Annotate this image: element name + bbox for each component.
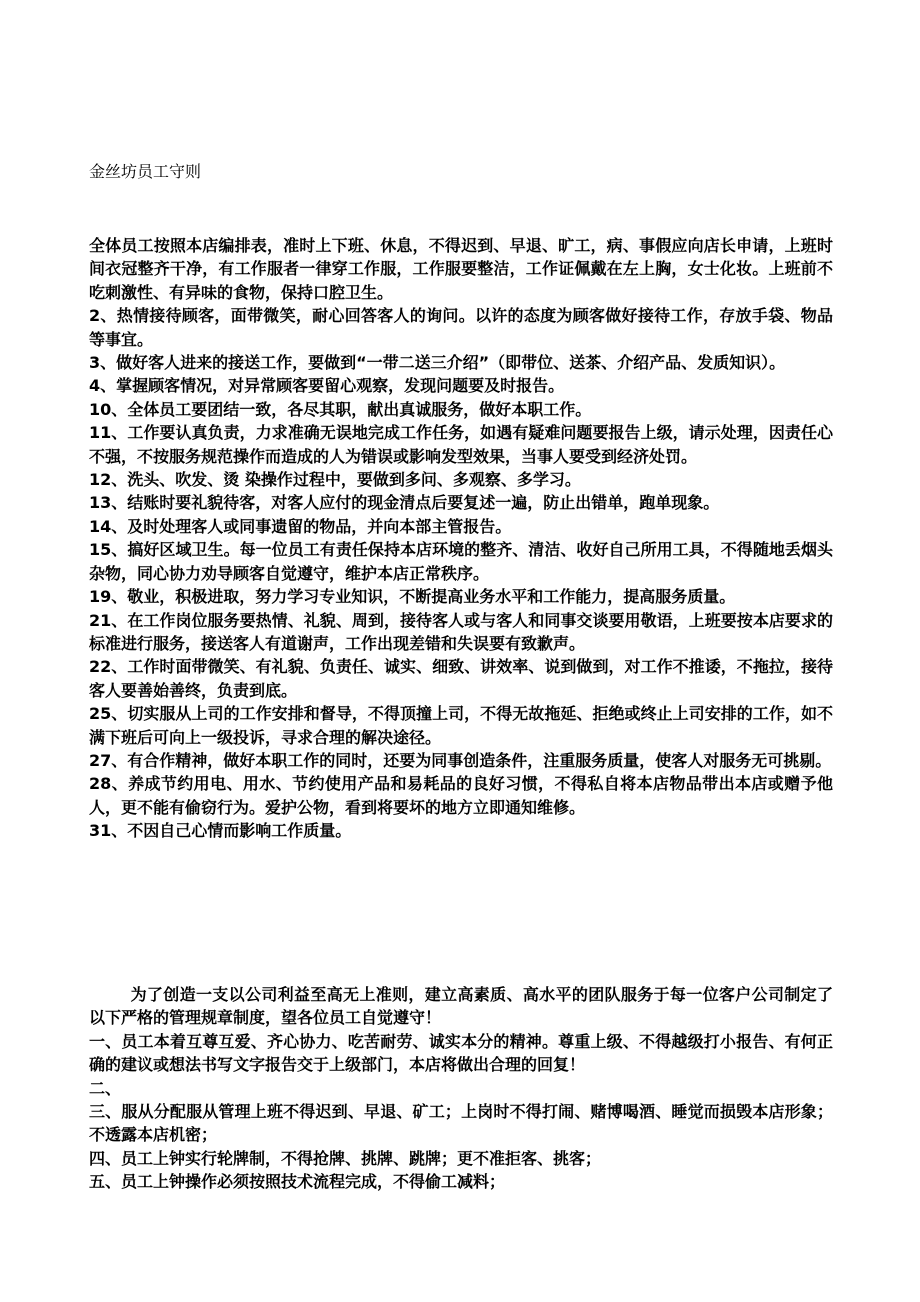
rule-text: 、全体员工要团结一致，各尽其职，献出真诚服务，做好本职工作。 [111,399,592,419]
rule-item [89,304,833,351]
rule-text: 、结账时要礼貌待客，对客人应付的现金清点后要复述一遍，防止出错单，跑单现象。 [111,493,720,513]
rule-text: 、工作要认真负责，力求准确无误地完成工作任务，如遇有疑难问题要报告上级，请示处理，因责任心不强，不按服务规范操作而造成的人为错误或影响发型效果，当事人要受到经济处罚。 [89,423,833,466]
regulations-intro: 为了创造一支以公司利益至高无上准则，建立高素质、高水平的团队服务于每一位客户公司制定了以下严格的管理规章制度，望各位员工自觉遵守！ [89,985,833,1028]
regulation-item: 二、 [89,1078,122,1098]
rule-text: 全体员工按照本店编排表，准时上下班、休息，不得迟到、早退、旷工，病、事假应向店长申请，上班时间衣冠整齐干净，有工作服者一律穿工作服，工作服要整洁，工作证佩戴在左上胸，女士化妆。上班前不吃刺激性、有异味的食物，保持口腔卫生。 [89,236,833,302]
rule-item [89,538,833,585]
rule-text: 、有合作精神，做好本职工作的同时，还要为同事创造条件，注重服务质量，使客人对服务无可挑剔。 [111,750,832,770]
rule-number: 31 [89,821,112,841]
regulation-item: 四、员工上钟实行轮牌制，不得抢牌、挑牌、跳牌；更不准拒客、挑客； [89,1148,602,1168]
rule-text: 、做好客人进来的接送工作，要做到“一带二送三介绍”（即带位、送茶、介绍产品、发质知识）。 [100,353,786,373]
rule-text: 、洗头、吹发、烫 染操作过程中，要做到多问、多观察、多学习。 [111,470,581,490]
rule-item [89,234,833,304]
rule-item [89,515,833,538]
rule-number: 22 [89,657,112,677]
rule-item [89,609,833,656]
rule-number: 21 [89,610,112,630]
rule-number: 11 [89,423,112,443]
regulation-item: 五、员工上钟操作必须按照技术流程完成，不得偷工减料； [89,1172,506,1192]
rule-text: 、掌握顾客情况，对异常顾客要留心观察，发现问题要及时报告。 [100,376,565,396]
rule-text: 、在工作岗位服务要热情、礼貌、周到，接待客人或与客人和同事交谈要用敬语，上班要按本店要求的标准进行服务，接送客人有道谢声，工作出现差错和失误要有致歉声。 [89,610,833,653]
rule-number: 14 [89,516,112,536]
rule-item [89,374,833,397]
rule-text: 、热情接待顾客，面带微笑，耐心回答客人的询问。以许的态度为顾客做好接待工作，存放手袋、物品等事宜。 [89,306,833,349]
rule-text: 、及时处理客人或同事遗留的物品，并向本部主管报告。 [111,516,512,536]
rule-text: 、工作时面带微笑、有礼貌、负责任、诚实、细致、讲效率、说到做到，对工作不推诿，不拖拉，接待客人要善始善终，负责到底。 [89,657,833,700]
rule-number: 19 [89,587,112,607]
rule-item [89,819,833,842]
rule-number: 15 [89,540,112,560]
rule-item [89,655,833,702]
rule-number: 13 [89,493,112,513]
rule-text: 、搞好区域卫生。每一位员工有责任保持本店环境的整齐、清洁、收好自己所用工具，不得随地丢烟头杂物，同心协力劝导顾客自觉遵守，维护本店正常秩序。 [89,540,833,583]
rule-text: 、敬业，积极进取，努力学习专业知识，不断提高业务水平和工作能力，提高服务质量。 [111,587,736,607]
rule-number: 28 [89,774,112,794]
rule-number: 4 [89,376,101,396]
regulation-item: 三、服从分配服从管理上班不得迟到、早退、矿工；上岗时不得打闹、赌博喝酒、睡觉而损毁本店形象； 不透露本店机密； [89,1102,833,1145]
rule-item [89,351,833,374]
rule-item [89,491,833,514]
rule-item [89,749,833,772]
rule-number: 27 [89,750,112,770]
rule-text: 、不因自己心情而影响工作质量。 [111,821,352,841]
rule-item [89,468,833,491]
rule-number: 3 [89,353,101,373]
rule-item [89,772,833,819]
rule-text: 、养成节约用电、用水、节约使用产品和易耗品的良好习惯，不得私自将本店物品带出本店或赠予他人，更不能有偷窃行为。爱护公物，看到将要坏的地方立即通知维修。 [89,774,833,817]
regulations-section [89,983,833,1194]
regulation-item: 一、员工本着互尊互爱、齐心协力、吃苦耐劳、诚实本分的精神。尊重上级、不得越级打小报告、有何正确的建议或想法书写文字报告交于上级部门，本店将做出合理的回复！ [89,1031,833,1075]
rule-number: 2 [89,306,101,326]
rule-item [89,585,833,608]
rules-section [89,234,833,843]
rule-item [89,398,833,421]
rule-number: 10 [89,399,112,419]
rule-number: 25 [89,704,112,724]
rule-number: 12 [89,470,112,490]
rule-item [89,702,833,749]
document-title: 金丝坊员工守则 [89,162,202,181]
rule-text: 、切实服从上司的工作安排和督导，不得顶撞上司，不得无故拖延、拒绝或终止上司安排的工作，如不满下班后可向上一级投诉，寻求合理的解决途径。 [89,704,833,747]
rule-item [89,421,833,468]
